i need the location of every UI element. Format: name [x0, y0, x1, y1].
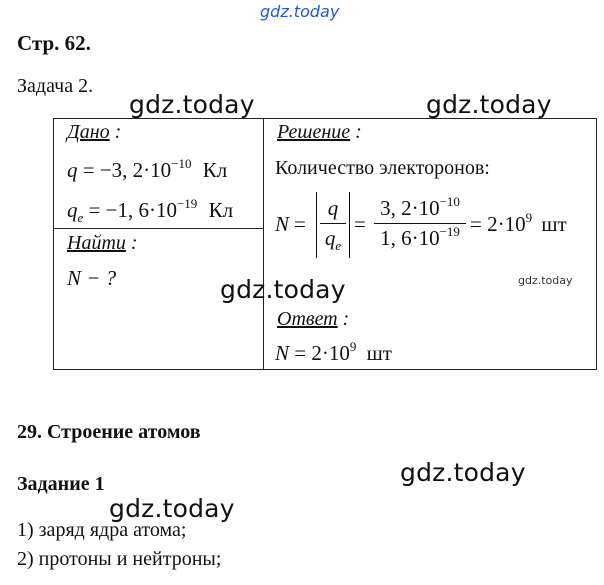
given-qe: $q_e = -1$, $6\cdot 10^{-19}$ Кл: [67, 196, 234, 225]
formula-eq2: =: [354, 212, 366, 236]
formula-n: N: [275, 212, 290, 236]
answer-header: Ответ :: [277, 308, 350, 330]
page-title: Стр. 62.: [17, 31, 91, 55]
solution-header: Решение :: [277, 121, 362, 143]
table-divider: [263, 118, 264, 369]
formula-eq1: =: [294, 212, 306, 236]
watermark: gdz.today: [129, 90, 255, 119]
find-value: N − ?: [67, 266, 117, 290]
task-label: Задача 2.: [17, 75, 94, 97]
list-item: 2) протоны и нейтроны;: [17, 548, 222, 570]
fraction-values: 3, $2\cdot 10^{-10}$ 1, $6\cdot 10^{-19}$: [374, 196, 466, 251]
answer-value: $N = 2\cdot 10^9$ шт: [275, 339, 392, 365]
given-q: q = −3, $2\cdot 10^{-10}$ Кл: [67, 156, 228, 182]
task-heading: Задание 1: [17, 473, 105, 495]
watermark-top: gdz.today: [260, 2, 340, 21]
find-header: Найти :: [67, 232, 138, 254]
section-heading: 29. Строение атомов: [17, 421, 201, 443]
given-find-divider: [53, 228, 264, 229]
solution-text: Количество электоронов:: [275, 157, 490, 179]
watermark: gdz.today: [109, 494, 235, 523]
formula-result: = $2\cdot 10^9$ шт: [470, 210, 567, 236]
abs-bar-right: [349, 192, 350, 258]
watermark-small: gdz.today: [518, 274, 573, 287]
list-item: 1) заряд ядра атома;: [17, 519, 187, 541]
watermark: gdz.today: [400, 458, 526, 487]
watermark: gdz.today: [220, 275, 346, 304]
given-header: Дано :: [67, 121, 122, 143]
watermark: gdz.today: [426, 90, 552, 119]
abs-bar-left: [316, 192, 317, 258]
fraction-q-over-qe: q $q_e$: [320, 196, 346, 251]
